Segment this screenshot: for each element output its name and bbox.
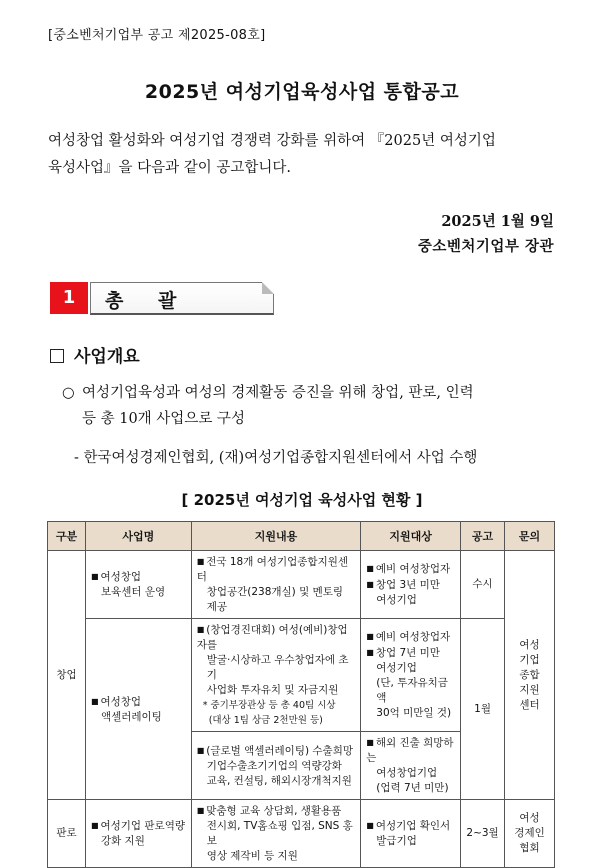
- intro-line: 여성창업 활성화와 여성기업 경쟁력 강화를 위하여 『2025년 여성기업: [48, 133, 496, 149]
- table-row: [48, 800, 555, 868]
- content-cell: ■ 맞춤형 교육 상담회, 생활용품 전시회, TV홈쇼핑 입점, SNS 홍보 영상 제작비 등 지원: [191, 800, 361, 868]
- intro-paragraph: [48, 128, 568, 182]
- inquiry-cell: 여성 기업 종합 지원 센터: [505, 551, 555, 800]
- notice-cell: 1월: [461, 619, 505, 800]
- overview-bullet: [62, 380, 562, 432]
- program-name-cell: ■ 여성창업 액셀러레이팅: [85, 619, 191, 800]
- content-cell: ■ 전국 18개 여성기업종합지원센터 창업공간(238개실) 및 멘토링 제공: [191, 551, 361, 619]
- table-row: [48, 551, 555, 619]
- header-cell: 지원대상: [361, 522, 461, 551]
- header-cell: 사업명: [85, 522, 191, 551]
- category-cell: 창업: [48, 551, 86, 800]
- program-table: [47, 521, 555, 868]
- document-title: 2025년 여성기업육성사업 통합공고: [144, 81, 460, 103]
- subsection-heading: [50, 342, 140, 367]
- section-title-box: [90, 282, 274, 315]
- notice-number: [중소벤처기업부 공고 제2025-08호]: [48, 28, 266, 43]
- bullet-text: 여성기업육성과 여성의 경제활동 증진을 위해 창업, 판로, 인력: [82, 385, 474, 401]
- target-cell: ■ 해외 진출 희망하는 여성창업기업 (업력 7년 미만): [361, 732, 461, 800]
- inquiry-cell: 여성 경제인 협회: [505, 800, 555, 868]
- bullet-text: 등 총 10개 사업으로 구성: [82, 411, 245, 427]
- target-cell: ■ 여성기업 확인서 발급기업: [361, 800, 461, 868]
- table-caption: [ 2025년 여성기업 육성사업 현황 ]: [181, 491, 423, 509]
- table-row: [48, 619, 555, 732]
- section-number: 1: [50, 282, 88, 314]
- content-cell: ■ (글로벌 액셀러레이팅) 수출희망 기업수출초기기업의 역량강화 교육, 컨설팅, 해외시장개척지원: [191, 732, 361, 800]
- circle-bullet-icon: ○: [62, 385, 75, 401]
- category-cell: 판로: [48, 800, 86, 868]
- target-cell: ■ 예비 여성창업자 ■ 창업 3년 미만 여성기업: [361, 551, 461, 619]
- folded-corner-icon: [262, 282, 274, 294]
- header-cell: 지원내용: [191, 522, 361, 551]
- checkbox-square-icon: [50, 349, 64, 363]
- sub-bullet: - 한국여성경제인협회, (재)여성기업종합지원센터에서 사업 수행: [74, 450, 478, 466]
- subsection-title: 사업개요: [74, 347, 140, 367]
- program-name-cell: ■ 여성창업 보육센터 운영: [85, 551, 191, 619]
- target-cell: ■ 예비 여성창업자 ■ 창업 7년 미만 여성기업 (단, 투자유치금액 30억 미만일 것): [361, 619, 461, 732]
- header-cell: 구분: [48, 522, 86, 551]
- content-cell: ■ (창업경진대회) 여성(예비)창업자를 발굴·시상하고 우수창업자에 초기 사업화 투자유치 및 자금지원 * 중기부장관상 등 총 40팀 시상 (대상 1팀 상금 2천만원 등): [191, 619, 361, 732]
- program-name-cell: ■ 여성기업 판로역량 강화 지원: [85, 800, 191, 868]
- notice-date: 2025년 1월 9일: [441, 213, 554, 230]
- minister-signature: 중소벤처기업부 장관: [417, 238, 554, 255]
- notice-cell: 수시: [461, 551, 505, 619]
- section-title: 총 괄: [105, 290, 191, 312]
- notice-cell: 2~3월: [461, 800, 505, 868]
- intro-line: 육성사업』을 다음과 같이 공고합니다.: [48, 160, 292, 176]
- header-cell: 공고: [461, 522, 505, 551]
- table-header-row: [48, 522, 555, 551]
- header-cell: 문의: [505, 522, 555, 551]
